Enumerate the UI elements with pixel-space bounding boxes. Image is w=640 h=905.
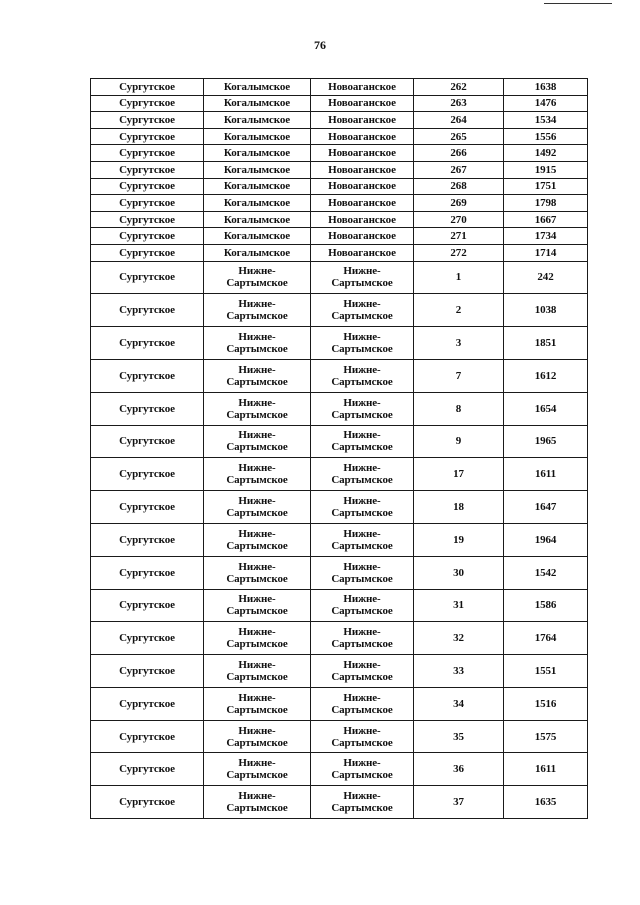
value-cell: 1516	[504, 687, 588, 720]
cell-line: Сартымское	[331, 572, 393, 585]
table-row	[91, 786, 588, 819]
well-number-cell: 265	[414, 128, 504, 145]
deposit-cell: Сургутское	[91, 786, 204, 819]
cell-line: Сартымское	[331, 310, 393, 323]
area-cell	[311, 589, 414, 622]
deposit-cell: Сургутское	[91, 294, 204, 327]
area-cell	[311, 294, 414, 327]
cell-line: Нижне-	[238, 462, 276, 475]
cell-line: Нижне-	[238, 331, 276, 344]
well-number-cell: 31	[414, 589, 504, 622]
table-row	[91, 687, 588, 720]
cell-line: Сартымское	[331, 605, 393, 618]
area-cell: Новоаганское	[311, 128, 414, 145]
area-cell	[311, 327, 414, 360]
field-cell: Когалымское	[204, 244, 311, 261]
field-cell	[204, 294, 311, 327]
table-body	[91, 79, 588, 819]
value-cell: 1764	[504, 622, 588, 655]
field-cell	[204, 327, 311, 360]
cell-line: Сартымское	[331, 736, 393, 749]
cell-line: Нижне-	[238, 265, 276, 278]
field-cell	[204, 687, 311, 720]
deposit-cell: Сургутское	[91, 753, 204, 786]
value-cell: 1635	[504, 786, 588, 819]
field-cell: Когалымское	[204, 228, 311, 245]
value-cell: 1654	[504, 392, 588, 425]
value-cell: 1575	[504, 720, 588, 753]
deposit-cell: Сургутское	[91, 161, 204, 178]
table-row	[91, 294, 588, 327]
table-row	[91, 95, 588, 112]
cell-line: Сартымское	[226, 408, 288, 421]
field-cell	[204, 359, 311, 392]
cell-line: Нижне-	[343, 658, 381, 671]
value-cell: 1038	[504, 294, 588, 327]
field-cell	[204, 261, 311, 294]
well-number-cell: 266	[414, 145, 504, 162]
cell-line: Нижне-	[238, 593, 276, 606]
well-number-cell: 8	[414, 392, 504, 425]
area-cell	[311, 359, 414, 392]
cell-line: Сартымское	[226, 802, 288, 815]
value-cell: 1638	[504, 79, 588, 96]
value-cell: 1612	[504, 359, 588, 392]
area-cell	[311, 720, 414, 753]
cell-line: Сартымское	[331, 441, 393, 454]
field-cell	[204, 491, 311, 524]
cell-line: Сартымское	[226, 474, 288, 487]
cell-line: Нижне-	[238, 363, 276, 376]
area-cell	[311, 425, 414, 458]
table-row	[91, 491, 588, 524]
well-number-cell: 35	[414, 720, 504, 753]
deposit-cell: Сургутское	[91, 425, 204, 458]
cell-line: Сартымское	[226, 670, 288, 683]
area-cell	[311, 753, 414, 786]
field-cell: Когалымское	[204, 145, 311, 162]
field-cell	[204, 589, 311, 622]
area-cell	[311, 622, 414, 655]
field-cell	[204, 786, 311, 819]
cell-line: Сартымское	[226, 507, 288, 519]
well-number-cell: 268	[414, 178, 504, 195]
cell-line: Нижне-	[343, 724, 381, 737]
cell-line: Нижне-	[343, 396, 381, 409]
cell-line: Нижне-	[343, 462, 381, 475]
table-row	[91, 112, 588, 129]
area-cell: Новоаганское	[311, 95, 414, 112]
table-row	[91, 425, 588, 458]
table-row	[91, 589, 588, 622]
well-number-cell: 263	[414, 95, 504, 112]
field-cell	[204, 720, 311, 753]
well-number-cell: 272	[414, 244, 504, 261]
table-row	[91, 327, 588, 360]
value-cell: 1751	[504, 178, 588, 195]
table-row	[91, 622, 588, 655]
well-number-cell: 3	[414, 327, 504, 360]
cell-line: Нижне-	[343, 298, 381, 311]
cell-line: Нижне-	[238, 560, 276, 573]
cell-line: Сартымское	[226, 343, 288, 356]
table-row	[91, 244, 588, 261]
value-cell: 1851	[504, 327, 588, 360]
area-cell	[311, 392, 414, 425]
table-row	[91, 359, 588, 392]
field-cell	[204, 655, 311, 688]
deposit-cell: Сургутское	[91, 261, 204, 294]
value-cell: 1534	[504, 112, 588, 129]
deposit-cell: Сургутское	[91, 622, 204, 655]
area-cell	[311, 786, 414, 819]
table-row	[91, 261, 588, 294]
cell-line: Нижне-	[238, 527, 276, 540]
cell-line: Нижне-	[343, 757, 381, 770]
cell-line: Сартымское	[331, 638, 393, 651]
cell-line: Нижне-	[343, 363, 381, 376]
table-row	[91, 228, 588, 245]
deposit-cell: Сургутское	[91, 178, 204, 195]
value-cell: 1667	[504, 211, 588, 228]
field-cell: Когалымское	[204, 211, 311, 228]
cell-line: Нижне-	[238, 429, 276, 442]
cell-line: Сартымское	[331, 539, 393, 552]
value-cell: 1492	[504, 145, 588, 162]
well-number-cell: 267	[414, 161, 504, 178]
deposit-cell: Сургутское	[91, 392, 204, 425]
cell-line: Нижне-	[343, 331, 381, 344]
area-cell	[311, 655, 414, 688]
table-row	[91, 523, 588, 556]
deposit-cell: Сургутское	[91, 720, 204, 753]
cell-line: Нижне-	[343, 691, 381, 704]
cell-line: Сартымское	[226, 375, 288, 388]
area-cell	[311, 687, 414, 720]
cell-line: Сартымское	[331, 703, 393, 716]
cell-line: Нижне-	[343, 265, 381, 278]
value-cell: 1964	[504, 523, 588, 556]
cell-line: Нижне-	[343, 626, 381, 639]
area-cell: Новоаганское	[311, 161, 414, 178]
cell-line: Нижне-	[238, 658, 276, 671]
cell-line: Нижне-	[238, 626, 276, 639]
area-cell: Новоаганское	[311, 195, 414, 212]
data-table	[90, 78, 588, 819]
field-cell	[204, 425, 311, 458]
well-number-cell: 264	[414, 112, 504, 129]
cell-line: Нижне-	[343, 593, 381, 606]
deposit-cell: Сургутское	[91, 79, 204, 96]
value-cell: 1542	[504, 556, 588, 589]
table-row	[91, 161, 588, 178]
cell-line: Сартымское	[226, 539, 288, 552]
field-cell: Когалымское	[204, 161, 311, 178]
table-row	[91, 753, 588, 786]
deposit-cell: Сургутское	[91, 112, 204, 129]
area-cell	[311, 523, 414, 556]
value-cell: 1798	[504, 195, 588, 212]
area-cell: Новоаганское	[311, 145, 414, 162]
cell-line: Сартымское	[226, 572, 288, 585]
field-cell	[204, 556, 311, 589]
well-number-cell: 33	[414, 655, 504, 688]
cell-line: Нижне-	[343, 790, 381, 803]
deposit-cell: Сургутское	[91, 687, 204, 720]
well-number-cell: 9	[414, 425, 504, 458]
table-row	[91, 195, 588, 212]
field-cell	[204, 392, 311, 425]
table-row	[91, 392, 588, 425]
well-number-cell: 36	[414, 753, 504, 786]
cell-line: Нижне-	[238, 757, 276, 770]
cell-line: Сартымское	[331, 670, 393, 683]
cell-line: Сартымское	[226, 310, 288, 323]
cell-line: Сартымское	[331, 277, 393, 290]
cell-line: Сартымское	[226, 638, 288, 651]
well-number-cell: 270	[414, 211, 504, 228]
deposit-cell: Сургутское	[91, 228, 204, 245]
cell-line: Сартымское	[226, 277, 288, 290]
deposit-cell: Сургутское	[91, 244, 204, 261]
value-cell: 1647	[504, 491, 588, 524]
table-row	[91, 556, 588, 589]
page-number: 76	[314, 38, 326, 52]
value-cell: 1611	[504, 753, 588, 786]
cell-line: Сартымское	[226, 769, 288, 782]
cell-line: Сартымское	[331, 769, 393, 782]
cell-line: Нижне-	[238, 790, 276, 803]
cell-line: Сартымское	[226, 736, 288, 749]
area-cell: Новоаганское	[311, 211, 414, 228]
table-row	[91, 178, 588, 195]
table-row	[91, 79, 588, 96]
well-number-cell: 1	[414, 261, 504, 294]
area-cell: Новоаганское	[311, 178, 414, 195]
deposit-cell: Сургутское	[91, 327, 204, 360]
deposit-cell: Сургутское	[91, 211, 204, 228]
cell-line: Нижне-	[238, 298, 276, 311]
deposit-cell: Сургутское	[91, 195, 204, 212]
table-row	[91, 458, 588, 491]
deposit-cell: Сургутское	[91, 128, 204, 145]
header-rule	[544, 3, 612, 4]
well-number-cell: 271	[414, 228, 504, 245]
deposit-cell: Сургутское	[91, 655, 204, 688]
field-cell	[204, 622, 311, 655]
table-row	[91, 720, 588, 753]
table-row	[91, 128, 588, 145]
cell-line: Сартымское	[331, 474, 393, 487]
value-cell: 1611	[504, 458, 588, 491]
area-cell: Новоаганское	[311, 244, 414, 261]
cell-line: Нижне-	[343, 429, 381, 442]
well-number-cell: 19	[414, 523, 504, 556]
field-cell: Когалымское	[204, 128, 311, 145]
field-cell	[204, 523, 311, 556]
deposit-cell: Сургутское	[91, 95, 204, 112]
field-cell: Когалымское	[204, 95, 311, 112]
deposit-cell: Сургутское	[91, 458, 204, 491]
table-row	[91, 655, 588, 688]
area-cell: Новоаганское	[311, 112, 414, 129]
deposit-cell: Сургутское	[91, 589, 204, 622]
deposit-cell: Сургутское	[91, 523, 204, 556]
well-number-cell: 262	[414, 79, 504, 96]
field-cell: Когалымское	[204, 178, 311, 195]
well-number-cell: 37	[414, 786, 504, 819]
well-number-cell: 34	[414, 687, 504, 720]
field-cell: Когалымское	[204, 79, 311, 96]
cell-line: Нижне-	[343, 527, 381, 540]
value-cell: 242	[504, 261, 588, 294]
well-number-cell: 269	[414, 195, 504, 212]
cell-line: Нижне-	[238, 495, 276, 507]
value-cell: 1476	[504, 95, 588, 112]
field-cell: Когалымское	[204, 112, 311, 129]
cell-line: Сартымское	[331, 802, 393, 815]
cell-line: Сартымское	[226, 441, 288, 454]
deposit-cell: Сургутское	[91, 491, 204, 524]
cell-line: Нижне-	[238, 396, 276, 409]
cell-line: Сартымское	[331, 408, 393, 421]
well-number-cell: 32	[414, 622, 504, 655]
well-number-cell: 17	[414, 458, 504, 491]
area-cell	[311, 261, 414, 294]
value-cell: 1586	[504, 589, 588, 622]
area-cell: Новоаганское	[311, 79, 414, 96]
area-cell	[311, 458, 414, 491]
deposit-cell: Сургутское	[91, 359, 204, 392]
cell-line: Сартымское	[331, 343, 393, 356]
cell-line: Сартымское	[331, 507, 393, 519]
value-cell: 1915	[504, 161, 588, 178]
cell-line: Нижне-	[238, 691, 276, 704]
cell-line: Сартымское	[226, 605, 288, 618]
area-cell: Новоаганское	[311, 228, 414, 245]
value-cell: 1551	[504, 655, 588, 688]
field-cell	[204, 753, 311, 786]
value-cell: 1556	[504, 128, 588, 145]
cell-line: Сартымское	[331, 375, 393, 388]
well-number-cell: 7	[414, 359, 504, 392]
deposit-cell: Сургутское	[91, 145, 204, 162]
value-cell: 1965	[504, 425, 588, 458]
well-number-cell: 2	[414, 294, 504, 327]
value-cell: 1734	[504, 228, 588, 245]
table-row	[91, 211, 588, 228]
field-cell: Когалымское	[204, 195, 311, 212]
field-cell	[204, 458, 311, 491]
cell-line: Нижне-	[343, 495, 381, 507]
area-cell	[311, 491, 414, 524]
table-row	[91, 145, 588, 162]
well-number-cell: 30	[414, 556, 504, 589]
value-cell: 1714	[504, 244, 588, 261]
cell-line: Нижне-	[238, 724, 276, 737]
cell-line: Нижне-	[343, 560, 381, 573]
cell-line: Сартымское	[226, 703, 288, 716]
deposit-cell: Сургутское	[91, 556, 204, 589]
area-cell	[311, 556, 414, 589]
well-number-cell: 18	[414, 491, 504, 524]
